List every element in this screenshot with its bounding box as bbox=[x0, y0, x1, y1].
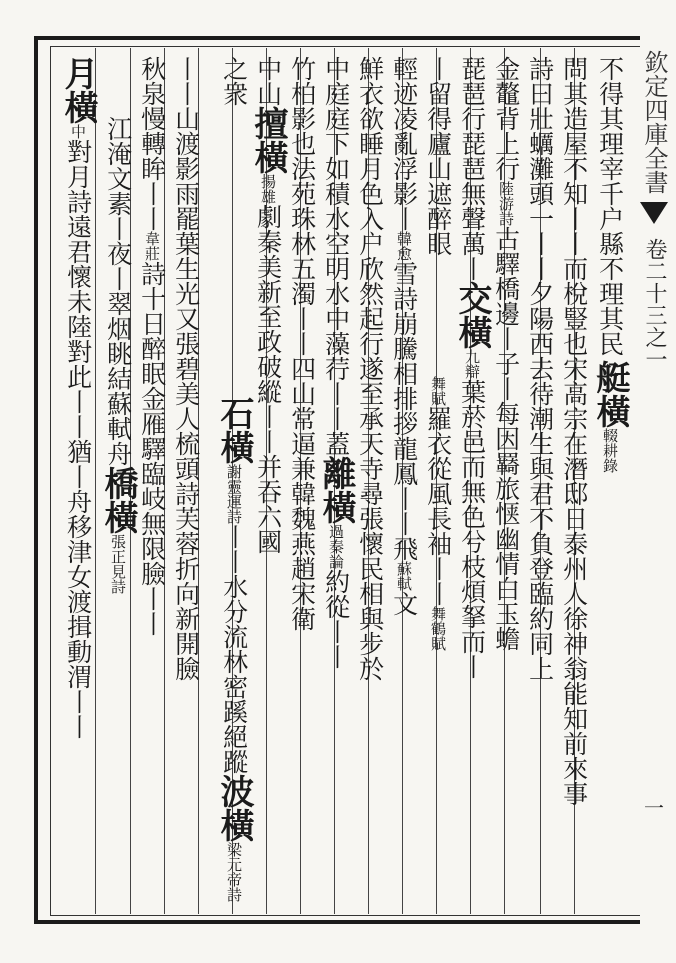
column-text: 對月詩遠君懷未陸對此丨丨猶丨 bbox=[63, 139, 93, 489]
text-column-15 bbox=[96, 56, 140, 912]
page-banner bbox=[634, 50, 674, 920]
source-note: 蘇軾 bbox=[395, 561, 413, 591]
source-note: 過秦論 bbox=[327, 524, 345, 569]
column-text: 詩十日醉眠金雁驛臨岐無限臉丨丨 bbox=[137, 261, 167, 636]
source-note: 韓愈 bbox=[395, 231, 413, 261]
headword: 擅橫 bbox=[248, 106, 288, 174]
column-text: 丨丨山渡影雨罷葉生光又 bbox=[171, 56, 201, 331]
column-text: 中山 bbox=[253, 56, 283, 106]
fish-tail-mark-icon bbox=[640, 202, 668, 224]
column-text: 琵琶行琵琶無聲萬丨 bbox=[457, 56, 487, 281]
source-note: 張正見詩 bbox=[109, 534, 127, 594]
column-text: 鮮衣欲睡月色入户欣然起行遂至承天寺尋張懷民相與步於 bbox=[355, 56, 385, 681]
column-text: 五濁丨丨四山常逼 bbox=[287, 256, 317, 456]
source-note: 韋莊 bbox=[143, 231, 161, 261]
column-text: 劇秦美新至政破縱丨丨并吞六國 bbox=[253, 204, 283, 554]
column-text: 江淹文素丨夜丨翠烟眺結蘇軾舟 bbox=[103, 116, 133, 466]
text-column-12 bbox=[212, 56, 256, 912]
column-text: 之衆 bbox=[219, 56, 249, 106]
column-text: 羅衣從風長袖丨丨 bbox=[423, 406, 453, 606]
headword: 月橫 bbox=[58, 56, 98, 124]
column-text: 張碧美人梳頭詩芙蓉折向新開臉 bbox=[171, 331, 201, 681]
headword: 橋橫 bbox=[98, 466, 138, 534]
column-text: 丨丨水分流林密蹊絕蹤 bbox=[219, 524, 249, 774]
column-text: 不得其理宰千户縣不理其民 bbox=[595, 56, 625, 356]
column-text: 詩曰壯蠣灘頭一丨丨夕陽西去待潮生與君不負登臨約同上 bbox=[525, 56, 555, 681]
column-text: 竹柏影也 bbox=[287, 56, 317, 156]
column-text: 問其造屋不知丨丨而梲豎也 bbox=[559, 56, 589, 356]
column-text: 舟移津女渡揖動渭丨丨 bbox=[63, 489, 93, 739]
text-column-16 bbox=[56, 56, 100, 912]
column-text: 中庭庭下如積水空明水中藻荇丨丨蓋 bbox=[321, 56, 351, 456]
column-text: 葉菸邑而無色兮枝煩拏而丨 bbox=[457, 379, 487, 679]
source-note: 謝靈運詩 bbox=[225, 464, 243, 524]
headword: 交橫 bbox=[452, 281, 492, 349]
headword: 離橫 bbox=[316, 456, 356, 524]
column-text: 輕迹凌亂浮影丨 bbox=[389, 56, 419, 231]
source-note: 揚雄 bbox=[259, 174, 277, 204]
column-text: 文 bbox=[389, 591, 419, 616]
source-note: 梁元帝詩 bbox=[225, 842, 243, 902]
source-note: 陸游詩 bbox=[497, 181, 515, 226]
column-text: 金鼇背上行 bbox=[491, 56, 521, 181]
column-text: 法苑珠林 bbox=[287, 156, 317, 256]
headword: 艇橫 bbox=[590, 360, 630, 428]
headword: 石橫 bbox=[214, 396, 254, 464]
book-title: 欽定四庫全書 bbox=[640, 50, 668, 194]
column-text: 宋高宗在潛邸日泰州人徐神翁能知前來事 bbox=[559, 356, 589, 806]
volume-label: 卷二十三之一 bbox=[642, 238, 667, 370]
column-text: 雪詩崩騰相排拶龍鳳丨丨飛 bbox=[389, 261, 419, 561]
page-number: 一 bbox=[644, 796, 664, 820]
headword: 波橫 bbox=[214, 774, 254, 842]
column-text: 丨留得廬山遮醉眼 bbox=[423, 56, 453, 256]
column-text: 秋泉慢轉眸丨丨 bbox=[137, 56, 167, 231]
source-note: 舞鶴賦 bbox=[429, 606, 447, 651]
source-note: 輟耕錄 bbox=[601, 428, 619, 473]
column-text: 兼韓魏燕趙宋衛 bbox=[287, 456, 317, 631]
source-note: 中 bbox=[69, 124, 87, 139]
column-text: 約從丨丨 bbox=[321, 569, 351, 669]
source-note: 舞賦 bbox=[429, 376, 447, 406]
column-text: 古驛橋邊丨子丨每因羇旅惬幽情白玉蟾 bbox=[491, 226, 521, 651]
source-note: 九辯 bbox=[463, 349, 481, 379]
